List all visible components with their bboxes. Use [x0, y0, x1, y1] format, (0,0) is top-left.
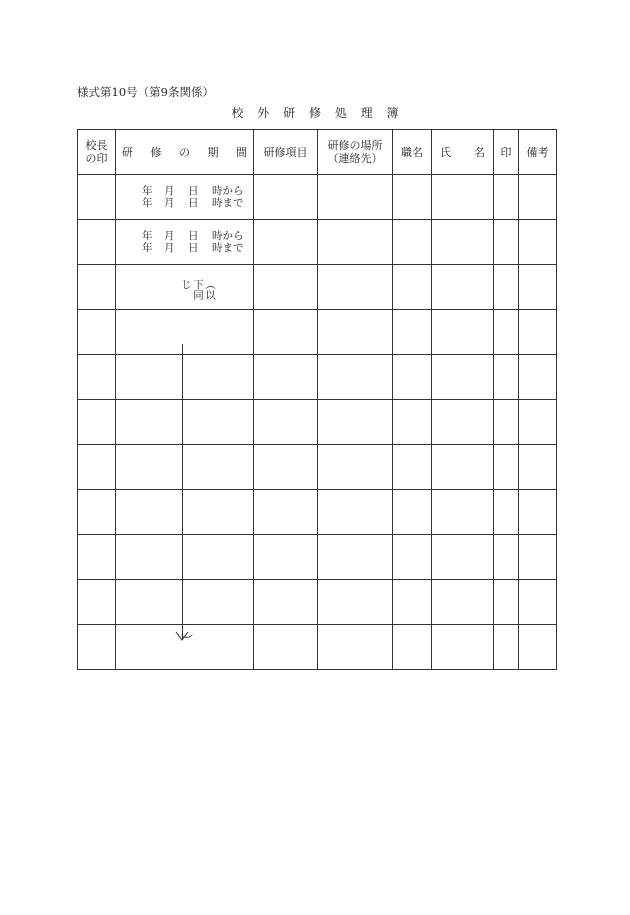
register-table: [77, 129, 557, 670]
principal-seal-cell[interactable]: [78, 355, 116, 400]
principal-seal-cell[interactable]: [78, 175, 116, 220]
location-cell[interactable]: [318, 265, 393, 310]
principal-seal-cell[interactable]: [78, 535, 116, 580]
job-title-cell[interactable]: [393, 220, 432, 265]
day-label: 日: [188, 197, 199, 209]
day-label: 日: [188, 230, 199, 242]
header-period-char: 期: [207, 145, 219, 159]
name-cell[interactable]: [432, 220, 494, 265]
remarks-cell[interactable]: [519, 175, 557, 220]
header-seal: 印: [494, 130, 519, 175]
period-from-line: [142, 185, 253, 197]
header-period-char: 修: [150, 145, 162, 159]
header-name: [432, 130, 494, 175]
same-below-guide-line: [182, 344, 183, 640]
training-item-cell[interactable]: [254, 310, 318, 355]
period-cell[interactable]: [116, 220, 254, 265]
period-to-line: [142, 242, 253, 254]
from-label: 時から: [212, 185, 244, 197]
header-period-char: 研: [122, 145, 133, 159]
table-row: [78, 625, 557, 670]
header-principal-seal-line2: の印: [85, 152, 108, 165]
training-item-cell[interactable]: [254, 355, 318, 400]
table-row: [78, 310, 557, 355]
header-period: [116, 130, 254, 175]
table-row: [78, 400, 557, 445]
table-row: [78, 580, 557, 625]
header-training-item: 研修項目: [254, 130, 318, 175]
table-row: [78, 490, 557, 535]
header-location: [318, 130, 393, 175]
period-cell[interactable]: [116, 400, 254, 445]
name-cell[interactable]: [432, 265, 494, 310]
principal-seal-cell[interactable]: [78, 310, 116, 355]
period-cell[interactable]: [116, 355, 254, 400]
title-char: 研: [283, 106, 296, 120]
header-period-char: 間: [236, 145, 247, 159]
training-item-cell[interactable]: [254, 490, 318, 535]
year-label: 年: [142, 197, 153, 209]
location-cell[interactable]: [318, 355, 393, 400]
title-char: 修: [308, 106, 321, 120]
seal-cell[interactable]: [494, 625, 519, 670]
location-cell[interactable]: [318, 220, 393, 265]
training-item-cell[interactable]: [254, 445, 318, 490]
remarks-cell[interactable]: [519, 535, 557, 580]
title-char: 外: [257, 106, 270, 120]
table-row: [78, 220, 557, 265]
seal-cell[interactable]: [494, 445, 519, 490]
training-item-cell[interactable]: [254, 400, 318, 445]
period-cell[interactable]: [116, 490, 254, 535]
seal-cell[interactable]: [494, 265, 519, 310]
remarks-cell[interactable]: [519, 355, 557, 400]
period-cell[interactable]: [116, 445, 254, 490]
name-cell[interactable]: [432, 310, 494, 355]
month-label: 月: [164, 242, 175, 254]
year-label: 年: [142, 242, 153, 254]
from-label: 時から: [212, 230, 244, 242]
period-cell[interactable]: [116, 310, 254, 355]
name-cell[interactable]: [432, 580, 494, 625]
name-cell[interactable]: [432, 490, 494, 535]
period-cell[interactable]: [116, 535, 254, 580]
name-cell[interactable]: [432, 400, 494, 445]
title-char: 簿: [386, 106, 399, 120]
location-cell[interactable]: [318, 445, 393, 490]
remarks-cell[interactable]: [519, 445, 557, 490]
seal-cell[interactable]: [494, 400, 519, 445]
seal-cell[interactable]: [494, 355, 519, 400]
remarks-cell[interactable]: [519, 220, 557, 265]
job-title-cell[interactable]: [393, 535, 432, 580]
location-cell[interactable]: [318, 625, 393, 670]
training-item-cell[interactable]: [254, 625, 318, 670]
training-item-cell[interactable]: [254, 265, 318, 310]
table-row: [78, 445, 557, 490]
job-title-cell[interactable]: [393, 355, 432, 400]
day-label: 日: [188, 242, 199, 254]
header-remarks: 備考: [519, 130, 557, 175]
seal-cell[interactable]: [494, 220, 519, 265]
remarks-cell[interactable]: [519, 625, 557, 670]
location-cell[interactable]: [318, 535, 393, 580]
job-title-cell[interactable]: [393, 625, 432, 670]
training-item-cell[interactable]: [254, 535, 318, 580]
seal-cell[interactable]: [494, 535, 519, 580]
seal-cell[interactable]: [494, 175, 519, 220]
training-item-cell[interactable]: [254, 220, 318, 265]
name-cell[interactable]: [432, 445, 494, 490]
same-below-close: ）: [179, 633, 194, 646]
table-row: [78, 355, 557, 400]
training-item-cell[interactable]: [254, 175, 318, 220]
month-label: 月: [164, 185, 175, 197]
header-job-title: 職名: [393, 130, 432, 175]
job-title-cell[interactable]: [393, 175, 432, 220]
location-cell[interactable]: [318, 310, 393, 355]
down-arrow-icon: [175, 630, 189, 642]
remarks-cell[interactable]: [519, 265, 557, 310]
location-cell[interactable]: [318, 400, 393, 445]
period-cell[interactable]: [116, 175, 254, 220]
title-char: 理: [360, 106, 373, 120]
job-title-cell[interactable]: [393, 490, 432, 535]
header-principal-seal-line1: 校長: [85, 139, 108, 152]
location-cell[interactable]: [318, 490, 393, 535]
training-item-cell[interactable]: [254, 580, 318, 625]
remarks-cell[interactable]: [519, 490, 557, 535]
job-title-cell[interactable]: [393, 310, 432, 355]
seal-cell[interactable]: [494, 490, 519, 535]
form-title: [0, 104, 630, 121]
table-row: [78, 175, 557, 220]
name-cell[interactable]: [432, 625, 494, 670]
month-label: 月: [164, 197, 175, 209]
principal-seal-cell[interactable]: [78, 580, 116, 625]
header-name-char: 名: [474, 145, 485, 159]
seal-cell[interactable]: [494, 310, 519, 355]
period-cell[interactable]: [116, 580, 254, 625]
header-row: [78, 130, 557, 175]
header-period-char: の: [179, 145, 190, 159]
title-char: 校: [231, 106, 244, 120]
principal-seal-cell[interactable]: [78, 400, 116, 445]
month-label: 月: [164, 230, 175, 242]
to-label: 時まで: [212, 242, 244, 254]
job-title-cell[interactable]: [393, 580, 432, 625]
year-label: 年: [142, 185, 153, 197]
table-row: [78, 535, 557, 580]
remarks-cell[interactable]: [519, 400, 557, 445]
year-label: 年: [142, 230, 153, 242]
same-below-note: （以下同じ: [180, 279, 216, 300]
principal-seal-cell[interactable]: [78, 220, 116, 265]
name-cell[interactable]: [432, 175, 494, 220]
header-principal-seal: [78, 130, 116, 175]
principal-seal-cell[interactable]: [78, 625, 116, 670]
header-location-line2: （連絡先）: [327, 152, 383, 165]
period-cell[interactable]: [116, 265, 254, 310]
header-name-char: 氏: [440, 145, 451, 159]
day-label: 日: [188, 185, 199, 197]
remarks-cell[interactable]: [519, 310, 557, 355]
title-char: 処: [334, 106, 347, 120]
form-number: 様式第10号（第9条関係）: [77, 85, 214, 99]
name-cell[interactable]: [432, 535, 494, 580]
table-row: [78, 265, 557, 310]
location-cell[interactable]: [318, 580, 393, 625]
name-cell[interactable]: [432, 355, 494, 400]
header-location-line1: 研修の場所: [327, 139, 383, 152]
seal-cell[interactable]: [494, 580, 519, 625]
principal-seal-cell[interactable]: [78, 445, 116, 490]
to-label: 時まで: [212, 197, 244, 209]
period-from-line: [142, 230, 253, 242]
job-title-cell[interactable]: [393, 445, 432, 490]
job-title-cell[interactable]: [393, 265, 432, 310]
remarks-cell[interactable]: [519, 580, 557, 625]
principal-seal-cell[interactable]: [78, 490, 116, 535]
period-to-line: [142, 197, 253, 209]
job-title-cell[interactable]: [393, 400, 432, 445]
principal-seal-cell[interactable]: [78, 265, 116, 310]
location-cell[interactable]: [318, 175, 393, 220]
